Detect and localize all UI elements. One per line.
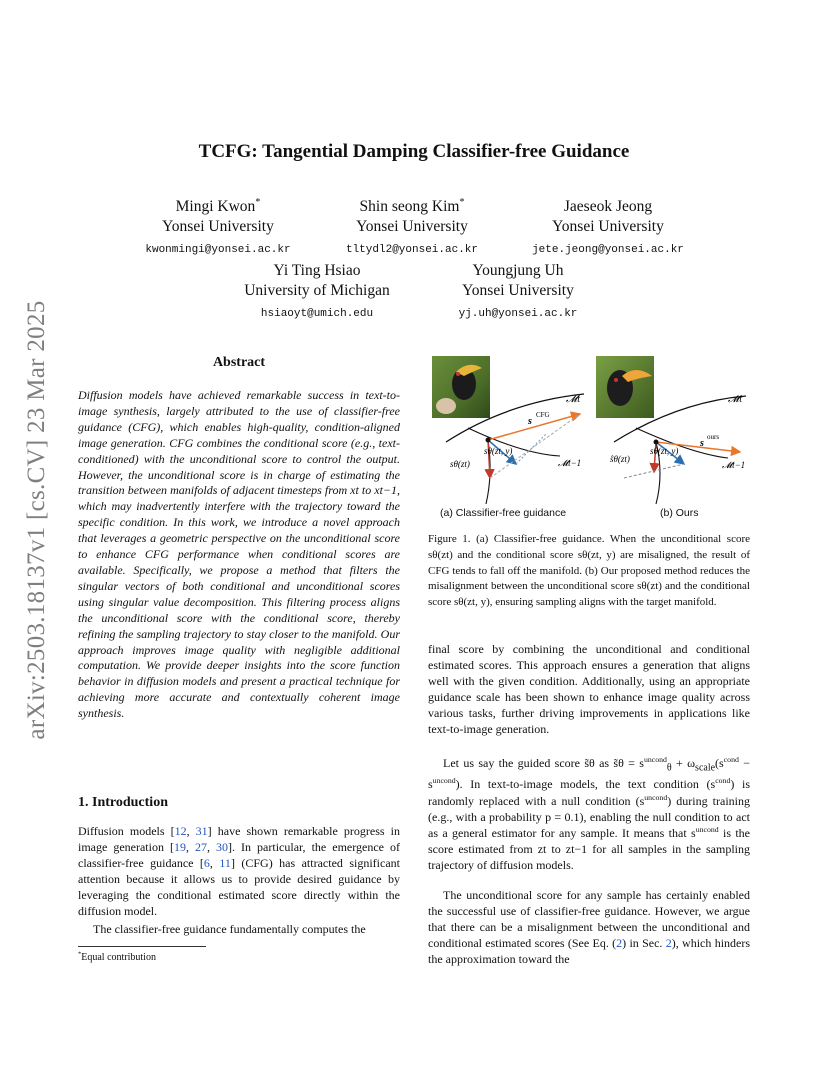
author-block <box>302 197 522 259</box>
hornbill-photo-a <box>432 356 490 418</box>
cond-score-label: sθ(zt, y) <box>484 446 513 456</box>
manifold-label: 𝓜t <box>566 394 580 405</box>
subfigure-b-caption: (b) Ours <box>660 507 699 519</box>
ours-score-label: s <box>700 438 704 449</box>
paper-title: TCFG: Tangential Damping Classifier-free Guidance <box>198 141 630 162</box>
citation-link[interactable]: 27 <box>195 840 208 855</box>
author-email: hsiaoyt@umich.edu <box>260 308 374 320</box>
cfg-sup-label: CFG <box>536 411 550 419</box>
figure-1 <box>428 354 750 524</box>
author-affiliation: Yonsei University <box>162 218 274 235</box>
arxiv-stamp <box>22 285 52 755</box>
manifold-next-label-b: 𝓜t−1 <box>722 460 746 470</box>
author-block <box>408 261 628 323</box>
ours-sup-label: ours <box>707 433 720 441</box>
subfigure-a-caption: (a) Classifier-free guidance <box>440 507 567 519</box>
abstract-heading: Abstract <box>212 355 266 370</box>
equation-link[interactable]: 2 <box>616 936 623 951</box>
author-email: jete.jeong@yonsei.ac.kr <box>532 244 684 256</box>
author-block <box>498 197 718 259</box>
citation-link[interactable]: 19 <box>174 840 186 855</box>
cfg-score-label: s <box>528 416 532 427</box>
section-link[interactable]: 2 <box>665 936 672 951</box>
citation-link[interactable]: 31 <box>195 824 208 838</box>
author-name: Mingi Kwon* <box>175 196 261 215</box>
figure-1-diagram <box>428 354 750 524</box>
author-email: kwonmingi@yonsei.ac.kr <box>145 244 291 256</box>
abstract-text: Diffusion models have achieved remarkable success in text-to-image synthesis, largely attributed to the use of classifier-free guidance (CFG), which enables high-quality, condition-aligned image generation. CFG combines the conditional score (e.g., text-conditioned) with the unconditional score to control the output. However, the unconditional score is in charge of estimating the transition between manifolds of adjacent timesteps from xt to xt−1, which may inadvertently interfere with the trajectory toward the specific condition. In this work, we introduce a novel approach that leverages a geometric perspective on the unconditional score to enhance CFG performance when conditional scores are available. Specifically, we propose a method that filters the singular vectors of both conditional and unconditional scores using singular value decomposition. This filtering process aligns the unconditional score with the conditional score, thereby refining the sampling trajectory to stay closer to the manifold. Our approach improves image quality with negligible additional computation. We provide deeper insights into the score function behavior in diffusion models and present a practical technique for achieving more accurate and contextually coherent image synthesis. <box>78 388 400 721</box>
citation-link[interactable]: 30 <box>216 840 229 855</box>
manifold-label-b: 𝓜t <box>728 394 742 405</box>
author-email: yj.uh@yonsei.ac.kr <box>458 308 578 320</box>
author-affiliation: Yonsei University <box>552 218 664 235</box>
intro-paragraph: Diffusion models [12, 31] have shown remarkable progress in image generation [19, 27, 30]. In particular, the emergence of classifier-free guidance [6, 11] (CFG) has attracted significant attention because it allows us to provide desired guidance by leveraging the conditional estimated score directly within the diffusion model. <box>78 824 400 919</box>
author-email: tltydl2@yonsei.ac.kr <box>345 244 479 256</box>
author-affiliation: University of Michigan <box>244 282 390 299</box>
author-name: Yi Ting Hsiao <box>273 262 361 279</box>
author-block <box>108 197 328 259</box>
body-paragraph: final score by combining the unconditional and conditional estimated scores. This approach ensures a generation that aligns well with the given condition. Additionally, using an appropriate guidance scale has been shown to enhance image quality across various tasks, further driving improvements in applications like text-to-image generation. <box>428 642 750 737</box>
body-paragraph: The unconditional score for any sample has certainly enabled the successful use of classifier-free guidance. However, we argue that there can be a misalignment between the unconditional and conditional estimated scores (See Eq. (2) in Sec. 2), which hinders the approximation toward the <box>428 888 751 967</box>
hornbill-photo-b <box>596 356 654 418</box>
author-block <box>207 261 427 323</box>
footnote: *Equal contribution <box>78 950 156 963</box>
citation-link[interactable]: 6 <box>203 856 210 871</box>
author-name: Jaeseok Jeong <box>563 198 653 215</box>
cond-score-label-b: sθ(zt, y) <box>650 446 679 456</box>
body-paragraph: Let us say the guided score s̃θ as s̃θ = $s^{uncond}_\theta + \omega_{scale}(s^{cond} - s^{uncond})$. In text-to-image models, the text condition $(s^{cond})$ is randomly replaced with a null condition $(s^{uncond})$ during training (e.g., with a probability p = 0.1), enabling the null condition to act as a general estimator for any sample. It means that $s^{uncond}$ is the score estimated from zt to zt−1 for all samples in the sampling trajectory of diffusion models. <box>428 755 751 872</box>
author-affiliation: Yonsei University <box>462 282 574 299</box>
author-name: Youngjung Uh <box>472 262 564 279</box>
footnote-rule <box>78 946 206 947</box>
hat-score-label: ŝθ(zt) <box>610 454 630 464</box>
citation-link[interactable]: 12 <box>174 824 187 838</box>
author-affiliation: Yonsei University <box>356 218 468 235</box>
author-name: Shin seong Kim* <box>359 196 465 215</box>
citation-link[interactable]: 11 <box>219 856 231 871</box>
arxiv-stamp-text: arXiv:2503.18137v1 [cs.CV] 23 Mar 2025 <box>23 300 50 740</box>
figure-caption: Figure 1. (a) Classifier-free guidance. When the unconditional score sθ(zt) and the conditional score sθ(zt, y) are misaligned, the result of CFG tends to fall off the manifold. (b) Our proposed method reduces the misalignment between the unconditional score sθ(zt) and the conditional score sθ(zt, y), ensuring sampling aligns with the target manifold. <box>428 533 750 609</box>
manifold-next-label: 𝓜t−1 <box>558 458 582 468</box>
uncond-score-label: sθ(zt) <box>450 459 470 469</box>
intro-paragraph: The classifier-free guidance fundamentally computes the <box>93 922 366 936</box>
intro-heading: 1. Introduction <box>78 795 168 810</box>
